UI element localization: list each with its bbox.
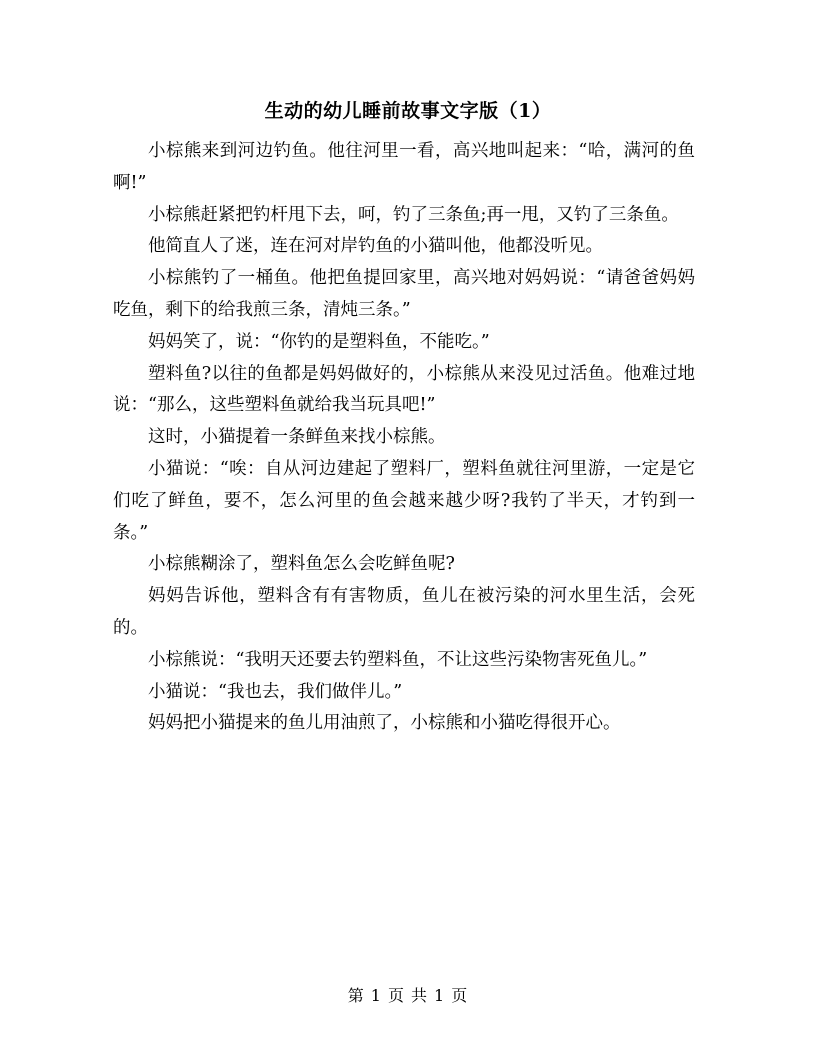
paragraph: 妈妈笑了，说：“你钓的是塑料鱼，不能吃。”	[148, 331, 490, 352]
current-page-number: 1	[370, 986, 382, 1005]
document-title: 生动的幼儿睡前故事文字版（1）	[264, 100, 552, 122]
paragraph: 小猫说：“唉：自从河边建起了塑料厂，塑料鱼就往河里游，一定是它们吃了鲜鱼，要不，怎么河里的鱼会越来越少呀?我钓了半天，才钓到一条。”	[113, 458, 695, 543]
paragraph: 塑料鱼?以往的鱼都是妈妈做好的，小棕熊从来没见过活鱼。他难过地说：“那么，这些塑料鱼就给我当玩具吧!”	[113, 363, 695, 416]
paragraph: 他简直人了迷，连在河对岸钓鱼的小猫叫他，他都没听见。	[148, 236, 603, 257]
paragraph: 妈妈告诉他，塑料含有有害物质，鱼儿在被污染的河水里生活，会死的。	[113, 586, 695, 638]
paragraph: 小棕熊钓了一桶鱼。他把鱼提回家里，高兴地对妈妈说：“请爸爸妈妈吃鱼，剩下的给我煎三条，清炖三条。”	[113, 268, 695, 320]
paragraph: 小棕熊赶紧把钓杆甩下去，呵，钓了三条鱼;再一甩，又钓了三条鱼。	[148, 204, 679, 225]
paragraph: 小棕熊来到河边钓鱼。他往河里一看，高兴地叫起来：“哈，满河的鱼啊!”	[113, 141, 695, 193]
page-footer	[0, 984, 816, 1008]
paragraph: 这时，小猫提着一条鲜鱼来找小棕熊。	[148, 427, 446, 448]
footer-suffix: 页	[451, 986, 469, 1005]
document-body	[113, 136, 695, 740]
paragraph: 妈妈把小猫提来的鱼儿用油煎了，小棕熊和小猫吃得很开心。	[148, 713, 621, 734]
paragraph: 小猫说：“我也去，我们做伴儿。”	[148, 681, 403, 702]
total-page-count: 1	[434, 986, 446, 1005]
paragraph: 小棕熊糊涂了，塑料鱼怎么会吃鲜鱼呢?	[148, 554, 455, 575]
footer-prefix: 第	[347, 986, 365, 1005]
footer-middle: 页 共	[387, 986, 429, 1005]
paragraph: 小棕熊说：“我明天还要去钓塑料鱼，不让这些污染物害死鱼儿。”	[148, 649, 648, 670]
